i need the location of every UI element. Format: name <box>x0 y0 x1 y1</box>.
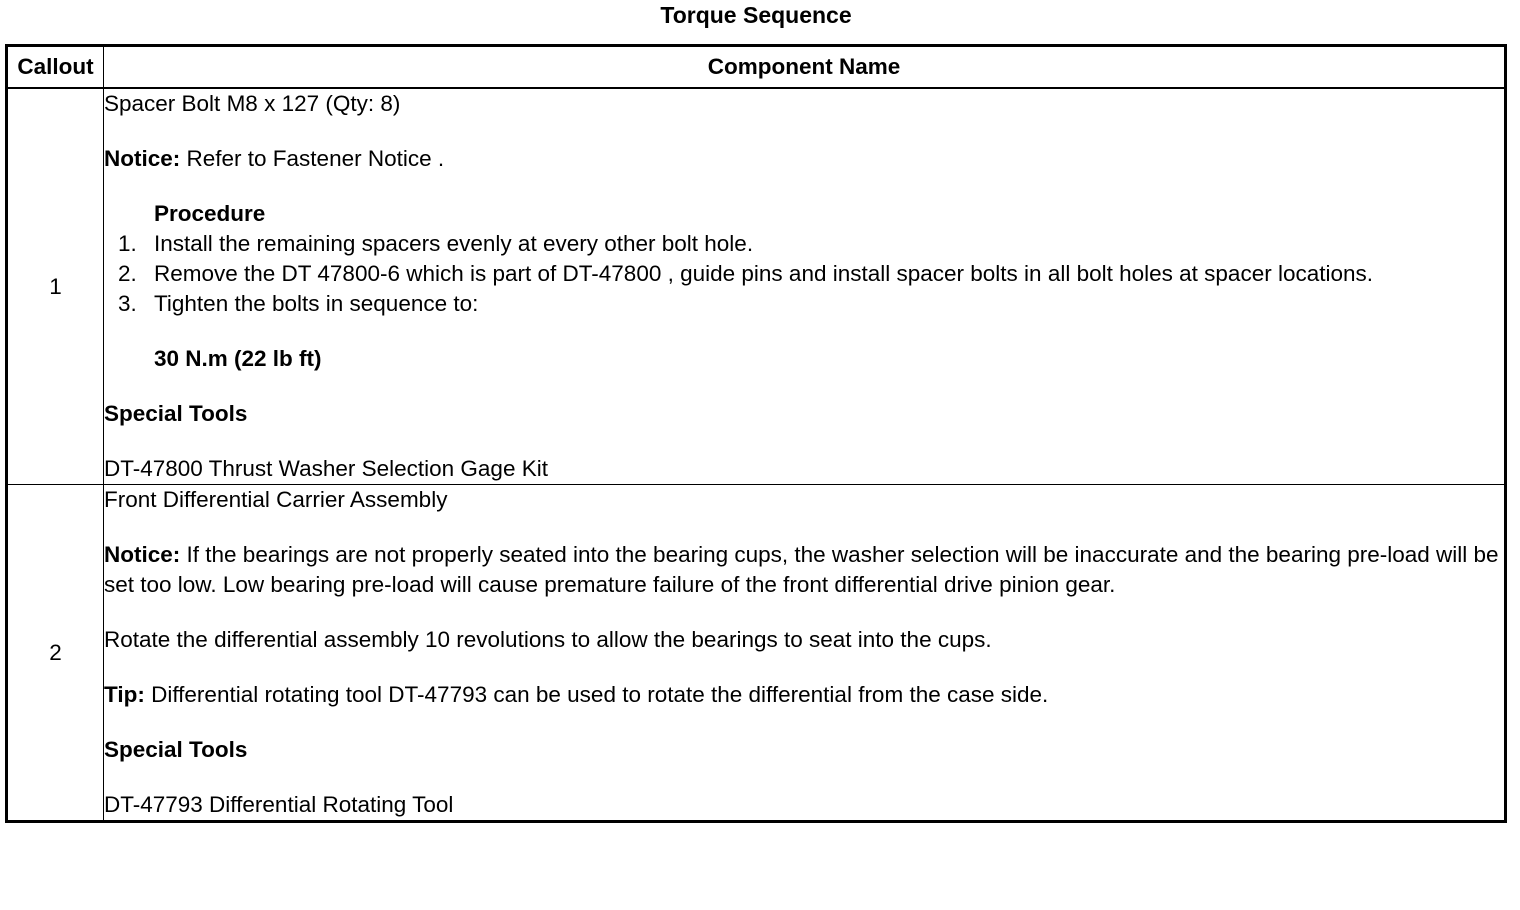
special-tool: DT-47800 Thrust Washer Selection Gage Kit <box>104 456 548 481</box>
special-tools-heading: Special Tools <box>104 401 248 426</box>
callout-cell: 1 <box>7 88 104 485</box>
notice-text: Refer to Fastener Notice . <box>180 146 445 171</box>
step-number: 1. <box>118 231 137 256</box>
component-cell <box>104 88 1506 485</box>
step-text: Install the remaining spacers evenly at every other bolt hole. <box>154 231 754 256</box>
notice <box>104 144 1504 174</box>
component-name: Front Differential Carrier Assembly <box>104 487 448 512</box>
step-number: 3. <box>118 291 137 316</box>
callout-cell: 2 <box>7 485 104 822</box>
step-text: Remove the DT 47800-6 which is part of DT-47800 , guide pins and install spacer bolts in all bolt holes at spacer locations. <box>154 261 1374 286</box>
component-name-header: Component Name <box>104 46 1506 89</box>
procedure-step <box>104 289 1504 319</box>
notice-label: Notice: <box>104 542 181 567</box>
tip <box>104 680 1504 710</box>
page-title: Torque Sequence <box>660 2 852 28</box>
component-cell <box>104 485 1506 822</box>
notice-text: If the bearings are not properly seated into the bearing cups, the washer selection will be inaccurate and the bearing pre-load will be set too low. Low bearing pre-load will cause premature failure of the front differential drive pinion gear. <box>104 542 1499 597</box>
step-text: Tighten the bolts in sequence to: <box>154 291 479 316</box>
notice <box>104 540 1504 600</box>
instruction: Rotate the differential assembly 10 revolutions to allow the bearings to seat into the cups. <box>104 627 992 652</box>
header-row <box>7 46 1506 89</box>
table-row <box>7 88 1506 485</box>
procedure-step <box>104 259 1504 289</box>
notice-label: Notice: <box>104 146 181 171</box>
special-tools-heading: Special Tools <box>104 737 248 762</box>
procedure-heading: Procedure <box>154 201 266 226</box>
torque-sequence-table <box>5 44 1507 823</box>
step-number: 2. <box>118 261 137 286</box>
table-row <box>7 485 1506 822</box>
callout-header: Callout <box>7 46 104 89</box>
procedure-step <box>104 229 1504 259</box>
tip-text: Differential rotating tool DT-47793 can be used to rotate the differential from the case side. <box>144 682 1049 707</box>
tip-label: Tip: <box>104 682 145 707</box>
special-tool: DT-47793 Differential Rotating Tool <box>104 792 454 817</box>
procedure-steps <box>104 229 1504 319</box>
torque-value: 30 N.m (22 lb ft) <box>154 346 322 371</box>
component-name: Spacer Bolt M8 x 127 (Qty: 8) <box>104 91 401 116</box>
